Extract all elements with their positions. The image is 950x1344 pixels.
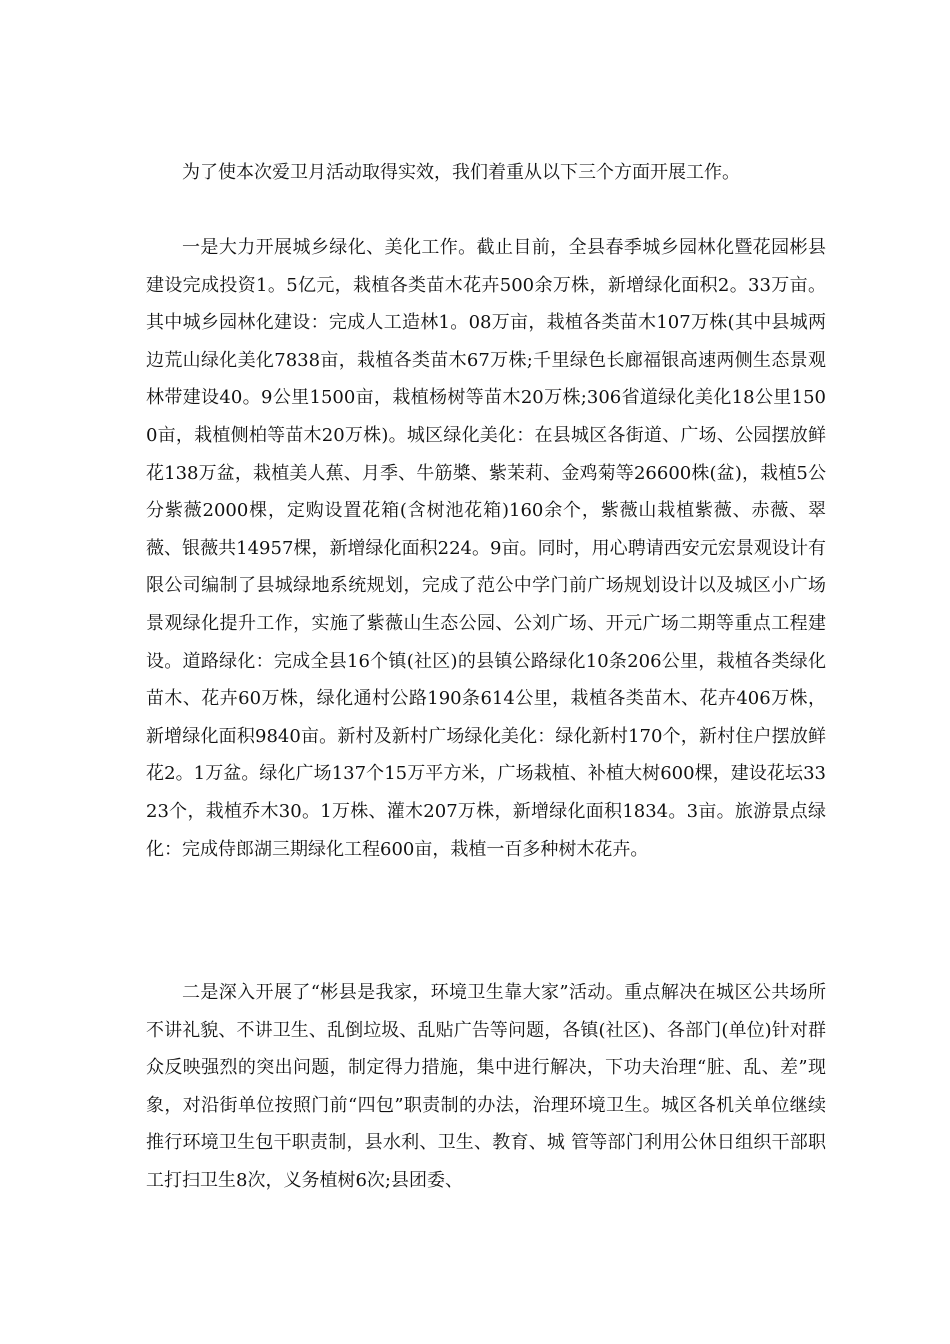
intro-paragraph: 为了使本次爱卫月活动取得实效，我们着重从以下三个方面开展工作。 (182, 162, 740, 183)
sanitation-paragraph: 二是深入开展了“彬县是我家，环境卫生靠大家”活动。重点解决在城区公共场所不讲礼貌、不讲卫生、乱倒垃圾、乱贴广告等问题，各镇(社区)、各部门(单位)针对群众反映强烈的突出问题，制定得力措施，集中进行解决，下功夫治理“脏、乱、差”现象，对沿街单位按照门前“四包”职责制的办法，治理环境卫生。城区各机关单位继续推行环境卫生包干职责制，县水利、卫生、教育、城 管等部门利用公休日组织干部职工打扫卫生8次，义务植树6次;县团委、 (146, 982, 826, 1191)
greening-paragraph: 一是大力开展城乡绿化、美化工作。截止目前，全县春季城乡园林化暨花园彬县建设完成投资1。5亿元，栽植各类苗木花卉500余万株，新增绿化面积2。33万亩。其中城乡园林化建设：完成人工造林1。08万亩，栽植各类苗木107万株(其中县城两边荒山绿化美化7838亩，栽植各类苗木67万株;千里绿色长廊福银高速两侧生态景观林带建设40。9公里1500亩，栽植杨树等苗木20万株;306省道绿化美化18公里1500亩，栽植侧柏等苗木20万株)。城区绿化美化：在县城区各街道、广场、公园摆放鲜花138万盆，栽植美人蕉、月季、牛筋槳、紫茉莉、金鸡菊等26600株(盆)，栽植5公分紫薇2000棵，定购设置花箱(含树池花箱)160余个，紫薇山栽植紫薇、赤薇、翠薇、银薇共14957棵，新增绿化面积224。9亩。同时，用心聘请西安元宏景观设计有限公司编制了县城绿地系统规划，完成了范公中学门前广场规划设计以及城区小广场景观绿化提升工作，实施了紫薇山生态公园、公刘广场、开元广场二期等重点工程建设。道路绿化：完成全县16个镇(社区)的县镇公路绿化10条206公里，栽植各类绿化苗木、花卉60万株，绿化通村公路190条614公里，栽植各类苗木、花卉406万株，新增绿化面积9840亩。新村及新村广场绿化美化：绿化新村170个，新村住户摆放鲜花2。1万盆。绿化广场137个15万平方米，广场栽植、补植大树600棵，建设花坛3323个，栽植乔木30。1万株、灌木207万株，新增绿化面积1834。3亩。旅游景点绿化：完成侍郎湖三期绿化工程600亩，栽植一百多种树木花卉。 (146, 237, 826, 860)
